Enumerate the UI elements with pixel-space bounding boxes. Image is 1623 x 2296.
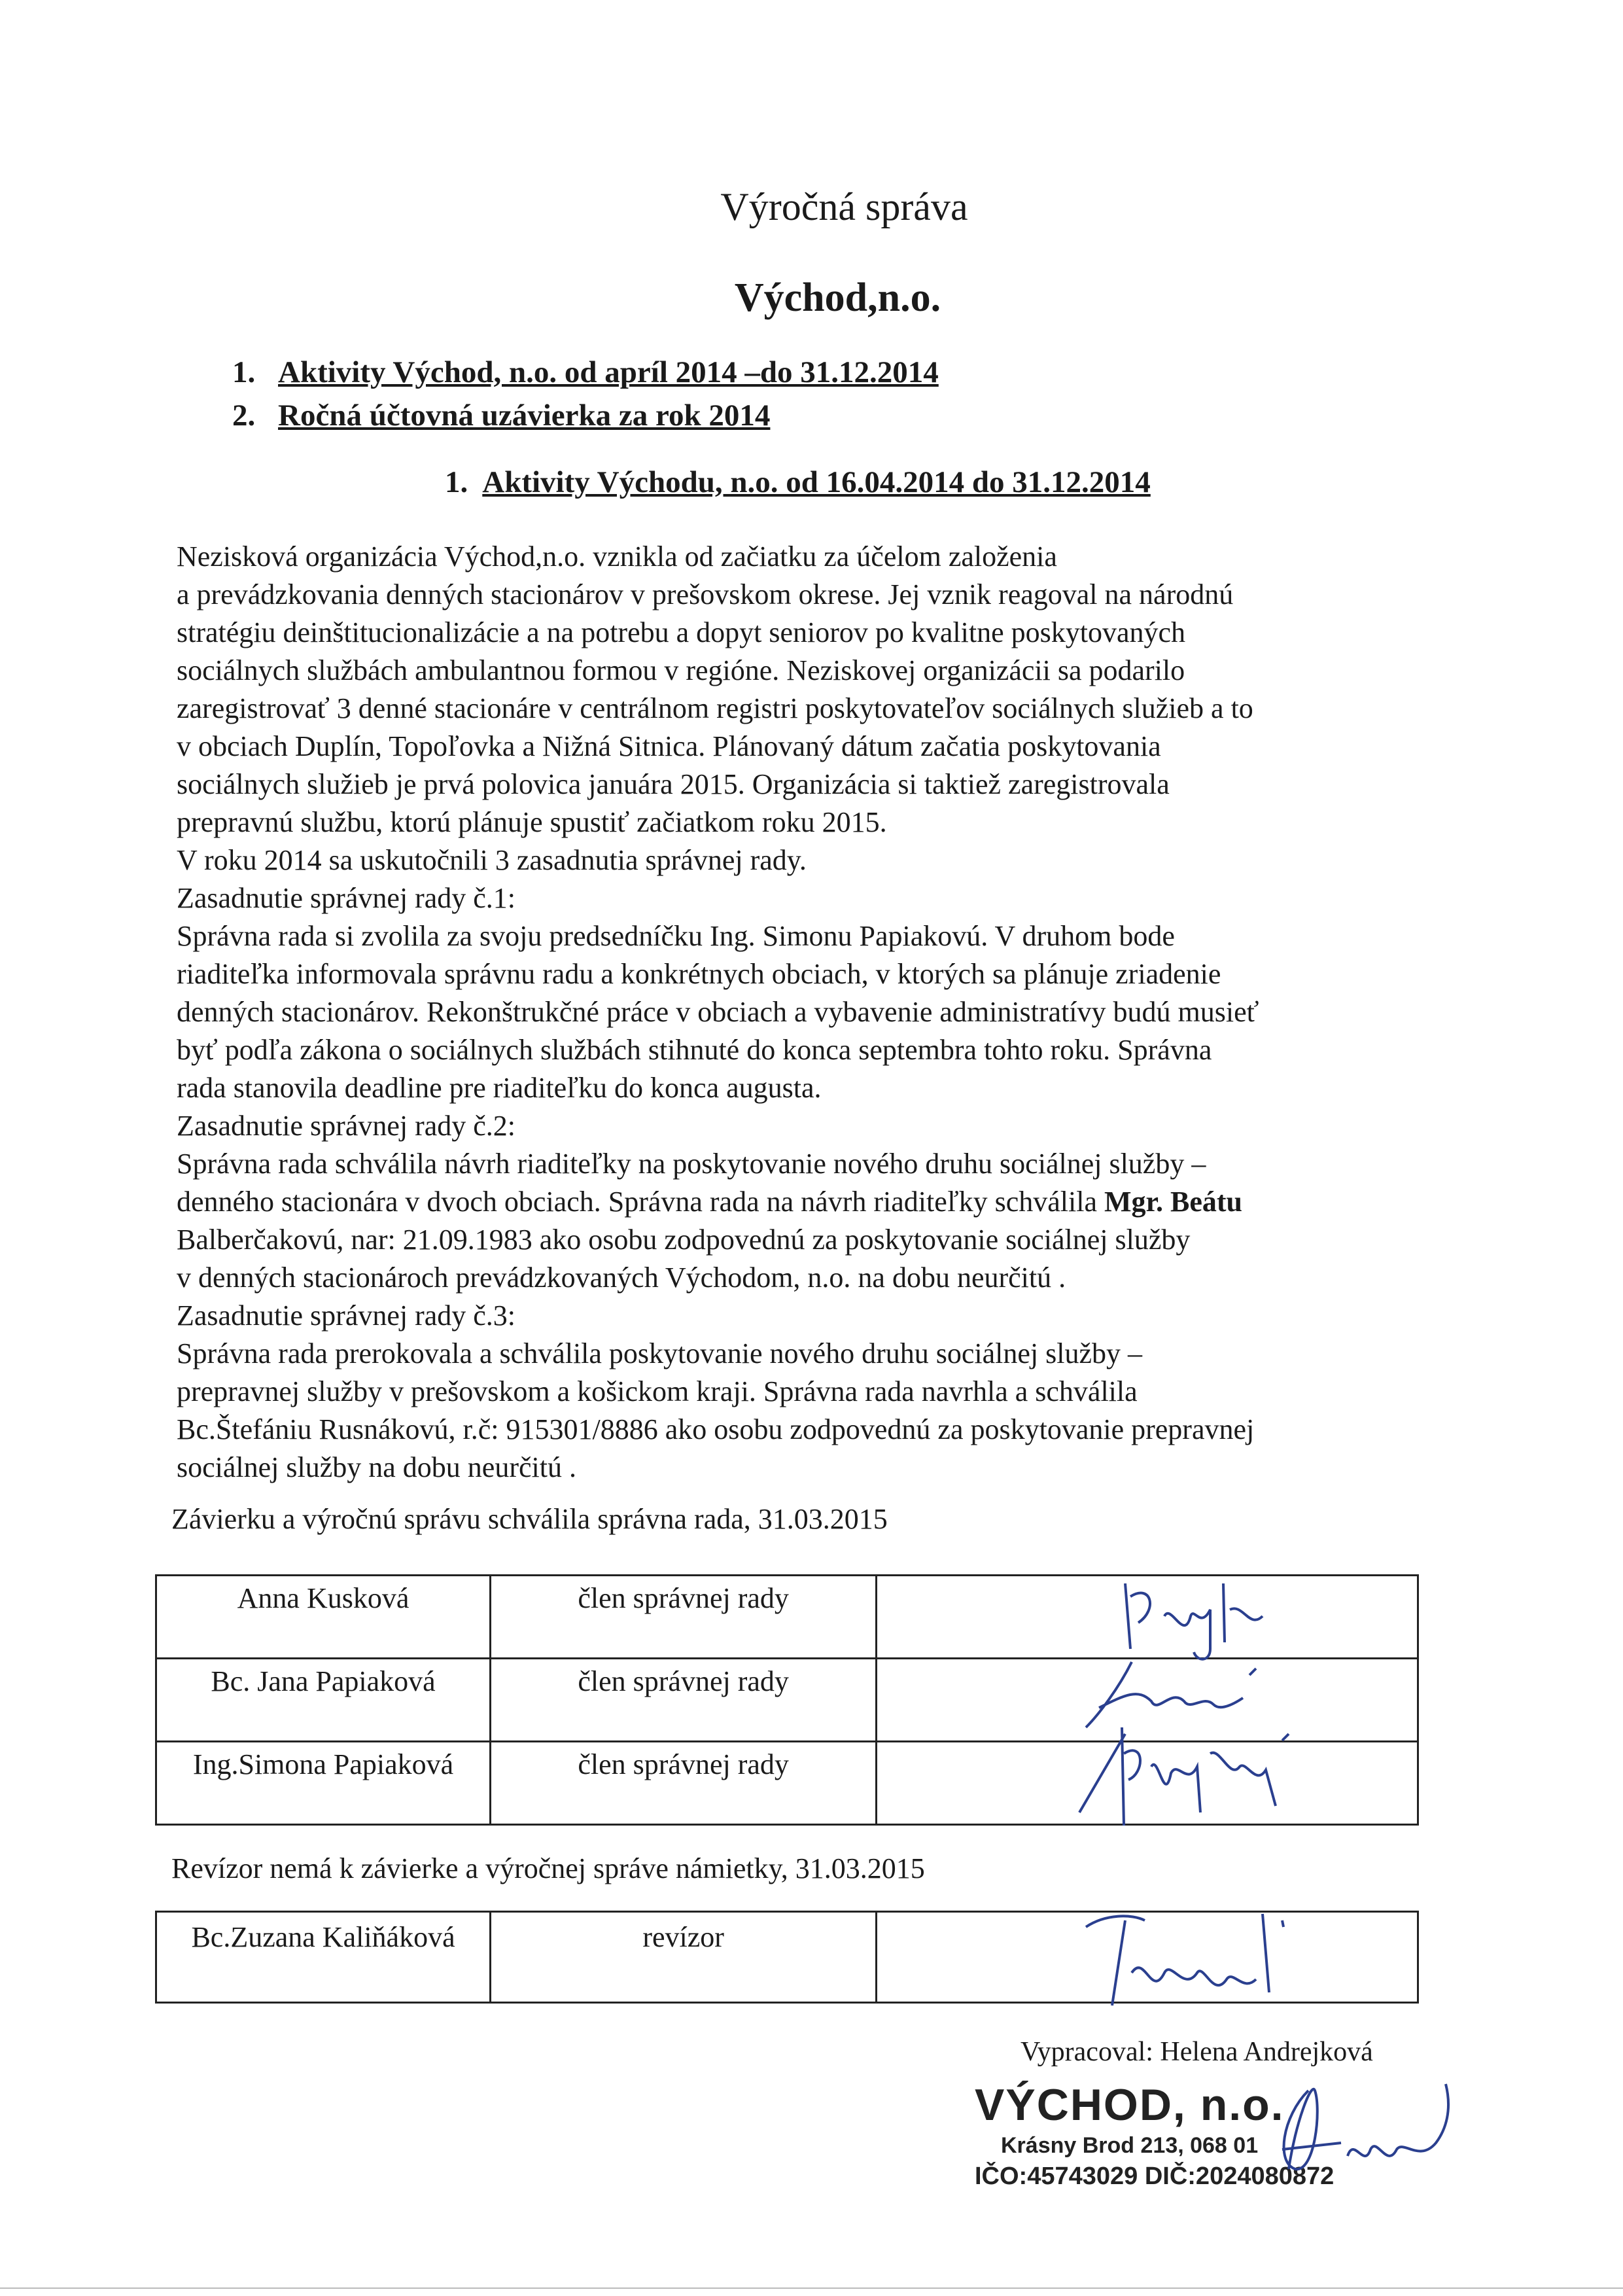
stamp-ids: IČO:45743029 DIČ:2024080872 <box>975 2163 1335 2190</box>
member-role: člen správnej rady <box>491 1659 877 1742</box>
page-bottom-rule <box>0 2287 1623 2289</box>
body-line: sociálnej služby na dobu neurčitú . <box>177 1451 576 1483</box>
body-text <box>177 538 1459 1487</box>
revizor-statement: Revízor nemá k závierke a výročnej správe námietky, 31.03.2015 <box>171 1852 925 1884</box>
body-line: v obciach Duplín, Topoľovka a Nižná Sitnica. Plánovaný dátum začatia poskytovania <box>177 730 1161 762</box>
body-line: Správna rada si zvolila za svoju predsedníčku Ing. Simonu Papiakovú. V druhom bode <box>177 920 1175 952</box>
body-line: sociálnych službách ambulantnou formou v regióne. Neziskovej organizácii sa podarilo <box>177 654 1185 686</box>
body-line: Zasadnutie správnej rady č.3: <box>177 1299 516 1332</box>
toc-item-text: Ročná účtovná uzávierka za rok 2014 <box>278 398 771 433</box>
member-name: Anna Kusková <box>156 1576 491 1659</box>
body-line: Správna rada prerokovala a schválila poskytovanie nového druhu sociálnej služby – <box>177 1337 1142 1369</box>
body-line: Zasadnutie správnej rady č.2: <box>177 1110 516 1142</box>
signature-andrejkova <box>1256 2071 1465 2202</box>
member-role: člen správnej rady <box>491 1742 877 1825</box>
organization-title: Východ,n.o. <box>734 275 941 320</box>
signature-kalinakova <box>1073 1901 1308 2019</box>
toc-item-1 <box>232 355 939 390</box>
toc-item-text: Aktivity Východ, n.o. od apríl 2014 –do 31.12.2014 <box>278 355 939 389</box>
section-heading-text: Aktivity Východu, n.o. od 16.04.2014 do 31.12.2014 <box>482 465 1151 499</box>
emphasized-name: Mgr. Beátu <box>1104 1186 1243 1218</box>
approval-statement: Závierku a výročnú správu schválila správna rada, 31.03.2015 <box>171 1503 888 1535</box>
body-line: a prevádzkovania denných stacionárov v prešovskom okrese. Jej vznik reagoval na národnú <box>177 578 1234 610</box>
body-line: riaditeľka informovala správnu radu a konkrétnych obciach, v ktorých sa plánuje zriadenie <box>177 958 1221 990</box>
body-line: Správna rada schválila návrh riaditeľky na poskytovanie nového druhu sociálnej služby – <box>177 1148 1206 1180</box>
section-number: 1. <box>445 465 468 499</box>
body-line: zaregistrovať 3 denné stacionáre v centrálnom registri poskytovateľov sociálnych služieb a to <box>177 692 1253 724</box>
toc-item-2 <box>232 398 770 433</box>
body-line: prepravnej služby v prešovskom a košickom kraji. Správna rada navrhla a schválila <box>177 1375 1138 1407</box>
body-line: prepravnú službu, ktorú plánuje spustiť začiatkom roku 2015. <box>177 806 887 838</box>
body-line: denného stacionára v dvoch obciach. Správna rada na návrh riaditeľky schválila Mgr. Beátu <box>177 1186 1243 1218</box>
signature-papiakova-simona <box>1073 1714 1308 1839</box>
section-heading <box>445 465 1151 500</box>
body-line: stratégiu deinštitucionalizácie a na potrebu a dopyt seniorov po kvalitne poskytovaných <box>177 616 1186 648</box>
body-line: V roku 2014 sa uskutočnili 3 zasadnutia správnej rady. <box>177 844 807 876</box>
member-role: člen správnej rady <box>491 1576 877 1659</box>
stamp-name: VÝCHOD, n.o. <box>975 2080 1285 2130</box>
body-line: Bc.Štefániu Rusnákovú, r.č: 915301/8886 ako osobu zodpovednú za poskytovanie prepravnej <box>177 1413 1255 1445</box>
body-line: Zasadnutie správnej rady č.1: <box>177 882 516 914</box>
body-line: rada stanovila deadline pre riaditeľku do konca augusta. <box>177 1072 822 1104</box>
prepared-by: Vypracoval: Helena Andrejková <box>1021 2037 1373 2067</box>
body-line: Nezisková organizácia Východ,n.o. vznikla od začiatku za účelom založenia <box>177 540 1057 573</box>
body-line: denných stacionárov. Rekonštrukčné práce v obciach a vybavenie administratívy budú musieť <box>177 996 1259 1028</box>
body-line: sociálnych služieb je prvá polovica januára 2015. Organizácia si taktiež zaregistrovala <box>177 768 1170 800</box>
member-name: Bc. Jana Papiaková <box>156 1659 491 1742</box>
revizor-role: revízor <box>491 1912 877 2003</box>
toc-item-number: 1. <box>232 355 256 389</box>
toc-item-number: 2. <box>232 398 256 433</box>
stamp-address: Krásny Brod 213, 068 01 <box>1001 2133 1259 2158</box>
body-line: v denných stacionároch prevádzkovaných Východom, n.o. na dobu neurčitú . <box>177 1262 1066 1294</box>
document-title: Výročná správa <box>720 185 968 228</box>
revizor-name: Bc.Zuzana Kaliňáková <box>156 1912 491 2003</box>
body-line: Balberčakovú, nar: 21.09.1983 ako osobu zodpovednú za poskytovanie sociálnej služby <box>177 1224 1191 1256</box>
body-line: byť podľa zákona o sociálnych službách stihnuté do konca septembra tohto roku. Správna <box>177 1034 1212 1066</box>
member-name: Ing.Simona Papiaková <box>156 1742 491 1825</box>
